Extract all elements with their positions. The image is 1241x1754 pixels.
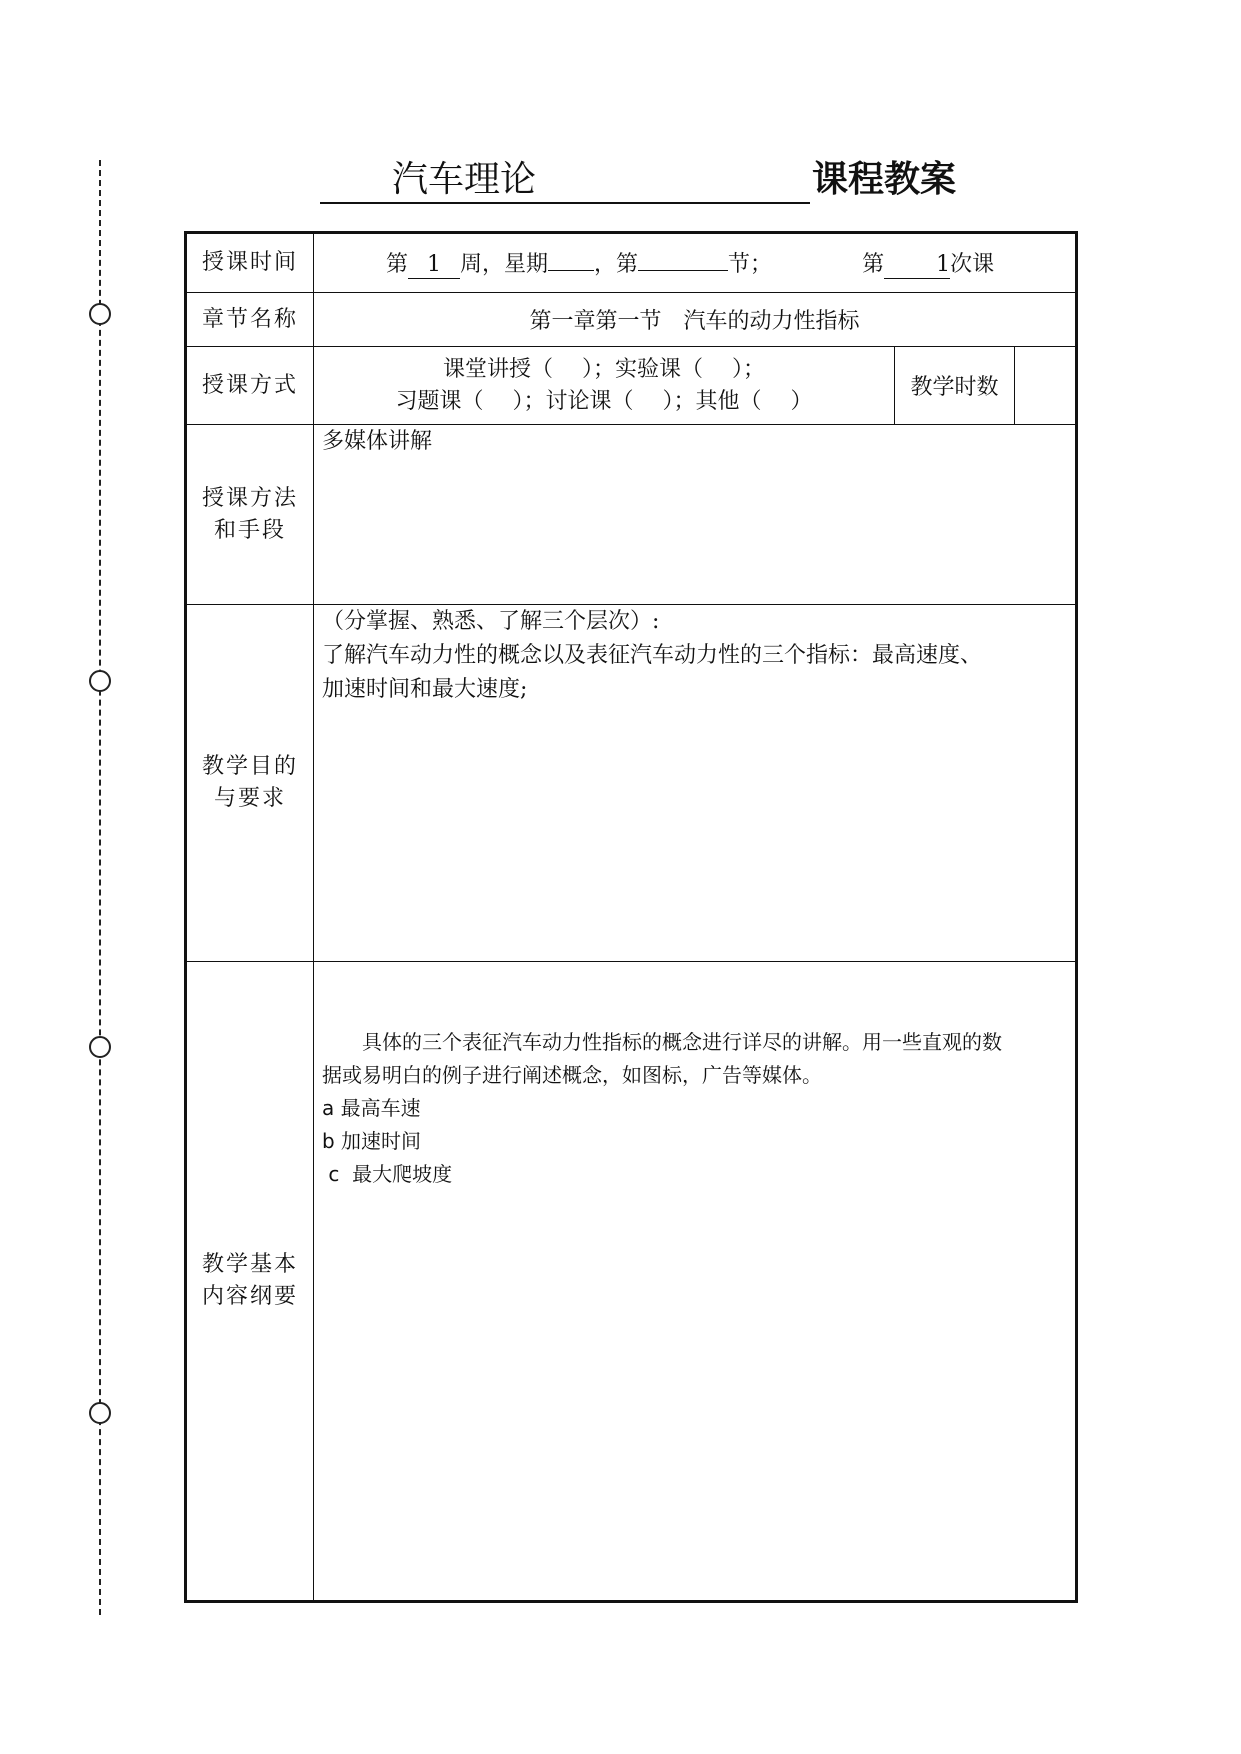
schedule-lesson-suffix: 次课 [950, 252, 995, 277]
objectives-line3: 加速时间和最大速度; [322, 677, 528, 702]
lesson-number: 1 [884, 252, 950, 279]
content-label-line2: 内容纲要 [201, 1284, 298, 1309]
methods-row [186, 425, 1077, 605]
mode-row [186, 347, 1077, 425]
schedule-di: 第 [386, 252, 409, 277]
chapter-row [186, 293, 1077, 347]
lesson-plan-table [184, 231, 1078, 1603]
objectives-label [186, 605, 314, 962]
objectives-label-line1: 教学目的 [201, 754, 298, 779]
objectives-value [314, 605, 1077, 962]
methods-text: 多媒体讲解 [322, 429, 433, 454]
schedule-label: 授课时间 [186, 233, 314, 293]
schedule-comma-di: ，第 [594, 252, 639, 277]
content-label [186, 962, 314, 1602]
hours-value [1014, 347, 1076, 425]
binding-margin-line [99, 160, 101, 1615]
objectives-row [186, 605, 1077, 962]
binding-hole-icon [89, 1402, 111, 1424]
methods-label [186, 425, 314, 605]
page-title: 课程教案 [812, 159, 957, 200]
week-number: 1 [408, 252, 460, 279]
content-text [314, 962, 1075, 1191]
methods-label-line2: 和手段 [213, 517, 286, 543]
content-para1: 具体的三个表征汽车动力性指标的概念进行详尽的讲解。用一些直观的数 [362, 1030, 1002, 1054]
mode-options-line2: 习题课（ ）；讨论课（ ）；其他（ ） [395, 388, 813, 414]
schedule-section-suffix: 节； [728, 252, 773, 277]
chapter-label: 章节名称 [186, 293, 314, 347]
objectives-text [314, 605, 1075, 713]
objectives-line2: 了解汽车动力性的概念以及表征汽车动力性的三个指标：最高速度、 [322, 643, 983, 668]
methods-label-line1: 授课方法 [201, 485, 298, 511]
content-item-c: c 最大爬坡度 [322, 1162, 453, 1186]
content-label-line1: 教学基本 [201, 1252, 298, 1277]
content-item-b: b 加速时间 [322, 1129, 422, 1153]
content-value [314, 962, 1077, 1602]
course-name: 汽车理论 [392, 159, 537, 200]
objectives-line1: （分掌握、熟悉、了解三个层次）: [322, 609, 660, 634]
binding-hole-icon [89, 303, 111, 325]
schedule-di2: 第 [862, 252, 885, 277]
binding-hole-icon [89, 1036, 111, 1058]
binding-hole-icon [89, 670, 111, 692]
mode-options-line1: 课堂讲授（ ）；实验课（ ）； [442, 356, 765, 382]
content-row [186, 962, 1077, 1602]
content-para2: 据或易明白的例子进行阐述概念，如图标，广告等媒体。 [322, 1063, 822, 1087]
mode-options [314, 347, 895, 425]
section-blank [638, 270, 728, 271]
schedule-value [314, 233, 1077, 293]
weekday-blank [548, 270, 594, 271]
mode-label: 授课方式 [186, 347, 314, 425]
chapter-value: 第一章第一节 汽车的动力性指标 [314, 293, 1077, 347]
schedule-row [186, 233, 1077, 293]
schedule-week-suffix: 周，星期 [460, 252, 549, 277]
hours-label: 教学时数 [894, 347, 1014, 425]
methods-value [314, 425, 1077, 605]
content-item-a: a 最高车速 [322, 1096, 421, 1120]
objectives-label-line2: 与要求 [213, 786, 286, 811]
